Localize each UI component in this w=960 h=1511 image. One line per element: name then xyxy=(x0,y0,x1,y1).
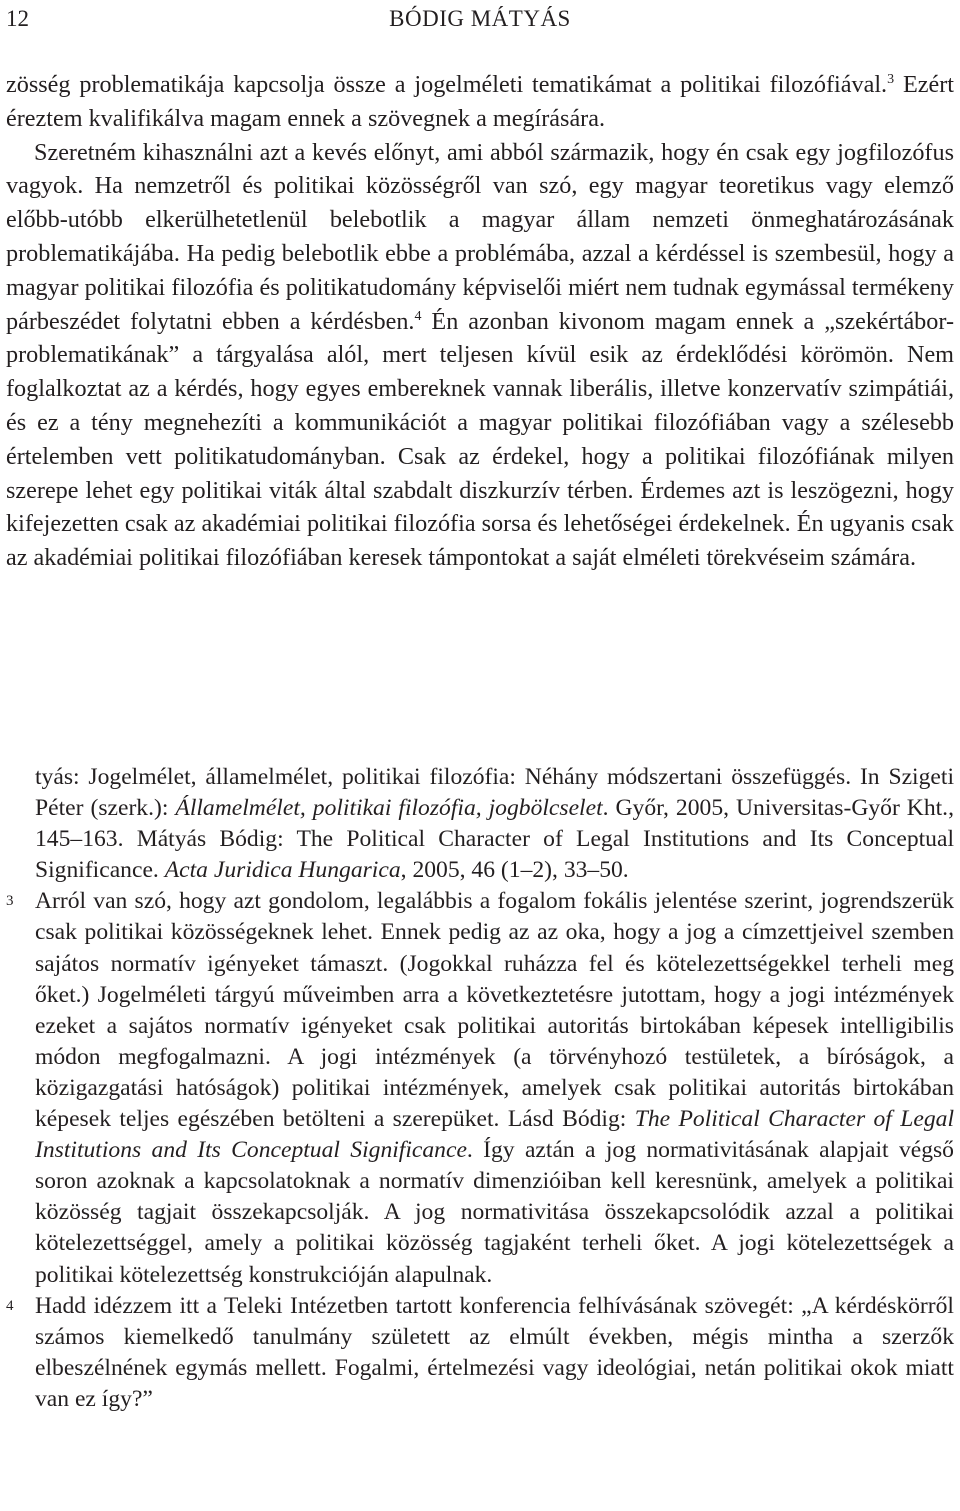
page-number: 12 xyxy=(6,6,29,31)
footnote-text: Arról van szó, hogy azt gondolom, legalábbis a fogalom fokális jelentése szerint, jogrendszerük csak politikai közösségeknek lehet. Ennek pedig az az oka, hogy a jog a címzettjeivel szemben sajátos normatív igényeket támaszt. (Jogokkal ruházza fel és kötelezettségekkel terheli meg őket.) Jogelméleti tárgyú műveimben arra a következtetésre jutottam, hogy a jogi intézmények ezeket a sajátos normatív igényeket csak politikai autoritás birtokában képesek intelligibilis módon megfogalmazni. A jogi intézmények (a törvényhozó testületek, a bíróságok, a közigazgatási hatóságok) politikai intézmények, amelyek csak politikai autoritás birtokában képesek teljes egészében betölteni a szerepüket. Lásd Bódig: xyxy=(35,888,954,1133)
footnote-text: , 2005, 46 (1–2), 33–50. xyxy=(400,857,629,884)
footnote-text: . Így aztán a jog normativitásának alapjait végső soron azoknak a kapcsolatoknak a normatív dimenzióiban kell keresnünk, amelyek a politikai közösség tagjait összekapcsolják. A jog normativitása összekapcsolódik azzal a politikai kötelezettséggel, amely a politikai közösség tagjaként terheli őket. A jogi kötelezettségek a politikai kötelezettség konstrukcióján alapulnak. xyxy=(35,1137,954,1288)
paragraph xyxy=(6,136,954,575)
main-text xyxy=(6,68,954,575)
footnote-italic-title: The Political Character of Legal Institutions and Its Conceptual Significance xyxy=(35,1106,954,1164)
paragraph-text: Ezért éreztem kvalifikálva magam ennek a szövegnek a megírására. xyxy=(6,71,954,132)
running-head-author: BÓDIG MÁTYÁS xyxy=(389,6,571,31)
footnote-text: tyás: Jogelmélet, államelmélet, politikai filozófia: Néhány módszertani összefüggés. In Szigeti Péter (szerk.): xyxy=(35,764,954,822)
footnotes xyxy=(6,762,954,1415)
footnote-italic-title: Acta Juridica Hungarica xyxy=(164,857,401,884)
footnote-reference[interactable]: 4 xyxy=(414,308,422,324)
footnote-continued xyxy=(6,762,954,886)
running-head xyxy=(0,2,960,36)
paragraph-text: zösség problematikája kapcsolja össze a jogelméleti tematikámat a politikai filozófiával. xyxy=(6,71,888,98)
footnote-text: . Győr, 2005, Universitas-Győr Kht., 145–163. Mátyás Bódig: The Political Character of Legal Institutions and Its Conceptual Significance. xyxy=(35,795,954,884)
footnote-italic-title: Államelmélet, politikai filozófia, jogbölcselet xyxy=(175,795,603,822)
footnote-4 xyxy=(6,1291,954,1415)
paragraph-text: Én azonban kivonom magam ennek a „szekértábor-problematikának” a tárgyalása alól, mert teljesen kívül esik az érdeklődési körömön. Nem foglalkoztat az a kérdés, hogy egyes embereknek vannak liberális, illetve konzervatív szimpátiái, és ez a tény megnehezíti a kommunikációt a magyar politikai filozófiában vagy a szélesebb értelemben vett politikatudományban. Csak az érdekel, hogy a politikai filozófiának milyen szerepe lehet egy politikai viták által szabdalt diszkurzív térben. Érdemes azt is leszögezni, hogy kifejezetten csak az akadémiai politikai filozófia sorsa és lehetőségei érdekelnek. Én ugyanis csak az akadémiai politikai filozófiában keresek támpontokat a saját elméleti törekvéseim számára. xyxy=(6,307,954,572)
footnote-text: Hadd idézzem itt a Teleki Intézetben tartott konferencia felhívásának szövegét: „A kérdéskörről számos kiemelkedő tanulmány született az elmúlt években, mégis mintha a szerzők elbeszélnének egymás mellett. Fogalmi, értelmezési vagy ideológiai, netán politikai okok miatt van ez így?” xyxy=(35,1292,954,1412)
footnote-reference[interactable]: 3 xyxy=(887,72,895,87)
paragraph-text: Szeretném kihasználni azt a kevés előnyt, ami abból származik, hogy én csak egy jogfilozófus vagyok. Ha nemzetről és politikai közösségről van szó, egy magyar teoretikus vagy elemző előbb-utóbb elkerülhetetlenül belebotlik a magyar állam nemzeti önmeghatározásának problematikájába. Ha pedig belebotlik ebbe a problémába, azzal a kérdéssel is szembesül, hogy a magyar politikai filozófia és politikatudomány képviselői miért nem tudnak egymással termékeny párbeszédet folytatni ebben a kérdésben. xyxy=(6,138,954,335)
footnote-3 xyxy=(6,886,954,1290)
footnote-number: 3 xyxy=(6,893,14,910)
footnote-number: 4 xyxy=(6,1297,14,1314)
paragraph xyxy=(6,68,954,136)
